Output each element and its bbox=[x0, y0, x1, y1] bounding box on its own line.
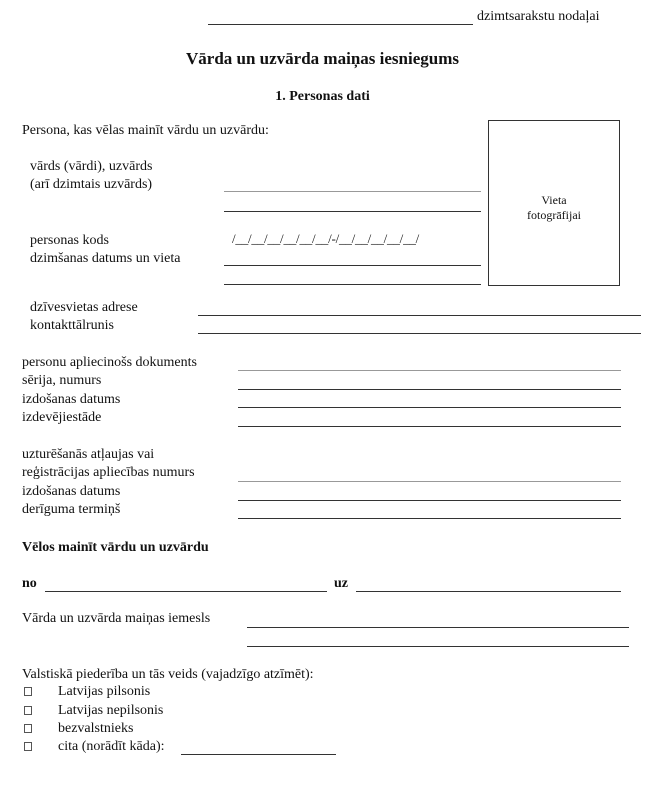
from-line[interactable] bbox=[45, 591, 327, 592]
permit-issue-date-line[interactable] bbox=[238, 500, 621, 501]
birth-line-2[interactable] bbox=[224, 284, 481, 285]
document-type-label: personu apliecinošs dokuments bbox=[22, 355, 197, 370]
citizen-checkbox[interactable] bbox=[24, 687, 32, 696]
permit-label-1: uzturēšanās atļaujas vai bbox=[22, 447, 155, 462]
stateless-option: bezvalstnieks bbox=[58, 721, 134, 736]
to-label: uz bbox=[334, 576, 348, 591]
phone-label: kontakttālrunis bbox=[30, 318, 114, 333]
permit-validity-line[interactable] bbox=[238, 518, 621, 519]
address-line[interactable] bbox=[198, 315, 641, 316]
stateless-checkbox[interactable] bbox=[24, 724, 32, 733]
other-line[interactable] bbox=[181, 754, 336, 755]
names-line-2[interactable] bbox=[224, 211, 481, 212]
names-label-2: (arī dzimtais uzvārds) bbox=[30, 177, 153, 192]
change-heading: Vēlos mainīt vārdu un uzvārdu bbox=[22, 540, 209, 555]
personal-code-label: personas kods bbox=[30, 233, 109, 248]
names-line-1[interactable] bbox=[224, 191, 481, 192]
names-label: vārds (vārdi), uzvārds bbox=[30, 159, 153, 174]
from-label: no bbox=[22, 576, 37, 591]
document-issuer-line[interactable] bbox=[238, 426, 621, 427]
document-issue-date-label: izdošanas datums bbox=[22, 392, 121, 407]
document-issue-date-line[interactable] bbox=[238, 407, 621, 408]
reason-line-1[interactable] bbox=[247, 627, 629, 628]
photo-label-2: fotogrāfijai bbox=[527, 208, 581, 222]
office-line[interactable] bbox=[208, 24, 473, 25]
permit-validity-label: derīguma termiņš bbox=[22, 502, 121, 517]
phone-line[interactable] bbox=[198, 333, 641, 334]
personal-code-field[interactable]: /__/__/__/__/__/__/-/__/__/__/__/__/ bbox=[232, 231, 420, 246]
document-series-label: sērija, numurs bbox=[22, 373, 102, 388]
person-intro: Persona, kas vēlas mainīt vārdu un uzvārdu: bbox=[22, 123, 269, 138]
permit-label-2: reģistrācijas apliecības numurs bbox=[22, 465, 195, 480]
form-title: Vārda un uzvārda maiņas iesniegums bbox=[186, 49, 459, 68]
to-line[interactable] bbox=[356, 591, 621, 592]
address-label: dzīvesvietas adrese bbox=[30, 300, 138, 315]
document-series-line[interactable] bbox=[238, 389, 621, 390]
reason-line-2[interactable] bbox=[247, 646, 629, 647]
office-label: dzimtsarakstu nodaļai bbox=[477, 9, 600, 24]
reason-label: Vārda un uzvārda maiņas iemesls bbox=[22, 611, 211, 626]
noncitizen-checkbox[interactable] bbox=[24, 706, 32, 715]
citizenship-heading: Valstiskā piederība un tās veids (vajadzīgo atzīmēt): bbox=[22, 667, 314, 682]
citizen-option: Latvijas pilsonis bbox=[58, 684, 151, 699]
other-option: cita (norādīt kāda): bbox=[58, 739, 165, 754]
birth-line-1[interactable] bbox=[224, 265, 481, 266]
document-type-line[interactable] bbox=[238, 370, 621, 371]
photo-label-1: Vieta bbox=[541, 193, 567, 207]
birth-label: dzimšanas datums un vieta bbox=[30, 251, 181, 266]
permit-issue-date-label: izdošanas datums bbox=[22, 484, 121, 499]
other-checkbox[interactable] bbox=[24, 742, 32, 751]
section-title: 1. Personas dati bbox=[275, 89, 370, 104]
photo-box bbox=[488, 120, 620, 286]
noncitizen-option: Latvijas nepilsonis bbox=[58, 703, 164, 718]
document-issuer-label: izdevējiestāde bbox=[22, 410, 102, 425]
permit-number-line[interactable] bbox=[238, 481, 621, 482]
